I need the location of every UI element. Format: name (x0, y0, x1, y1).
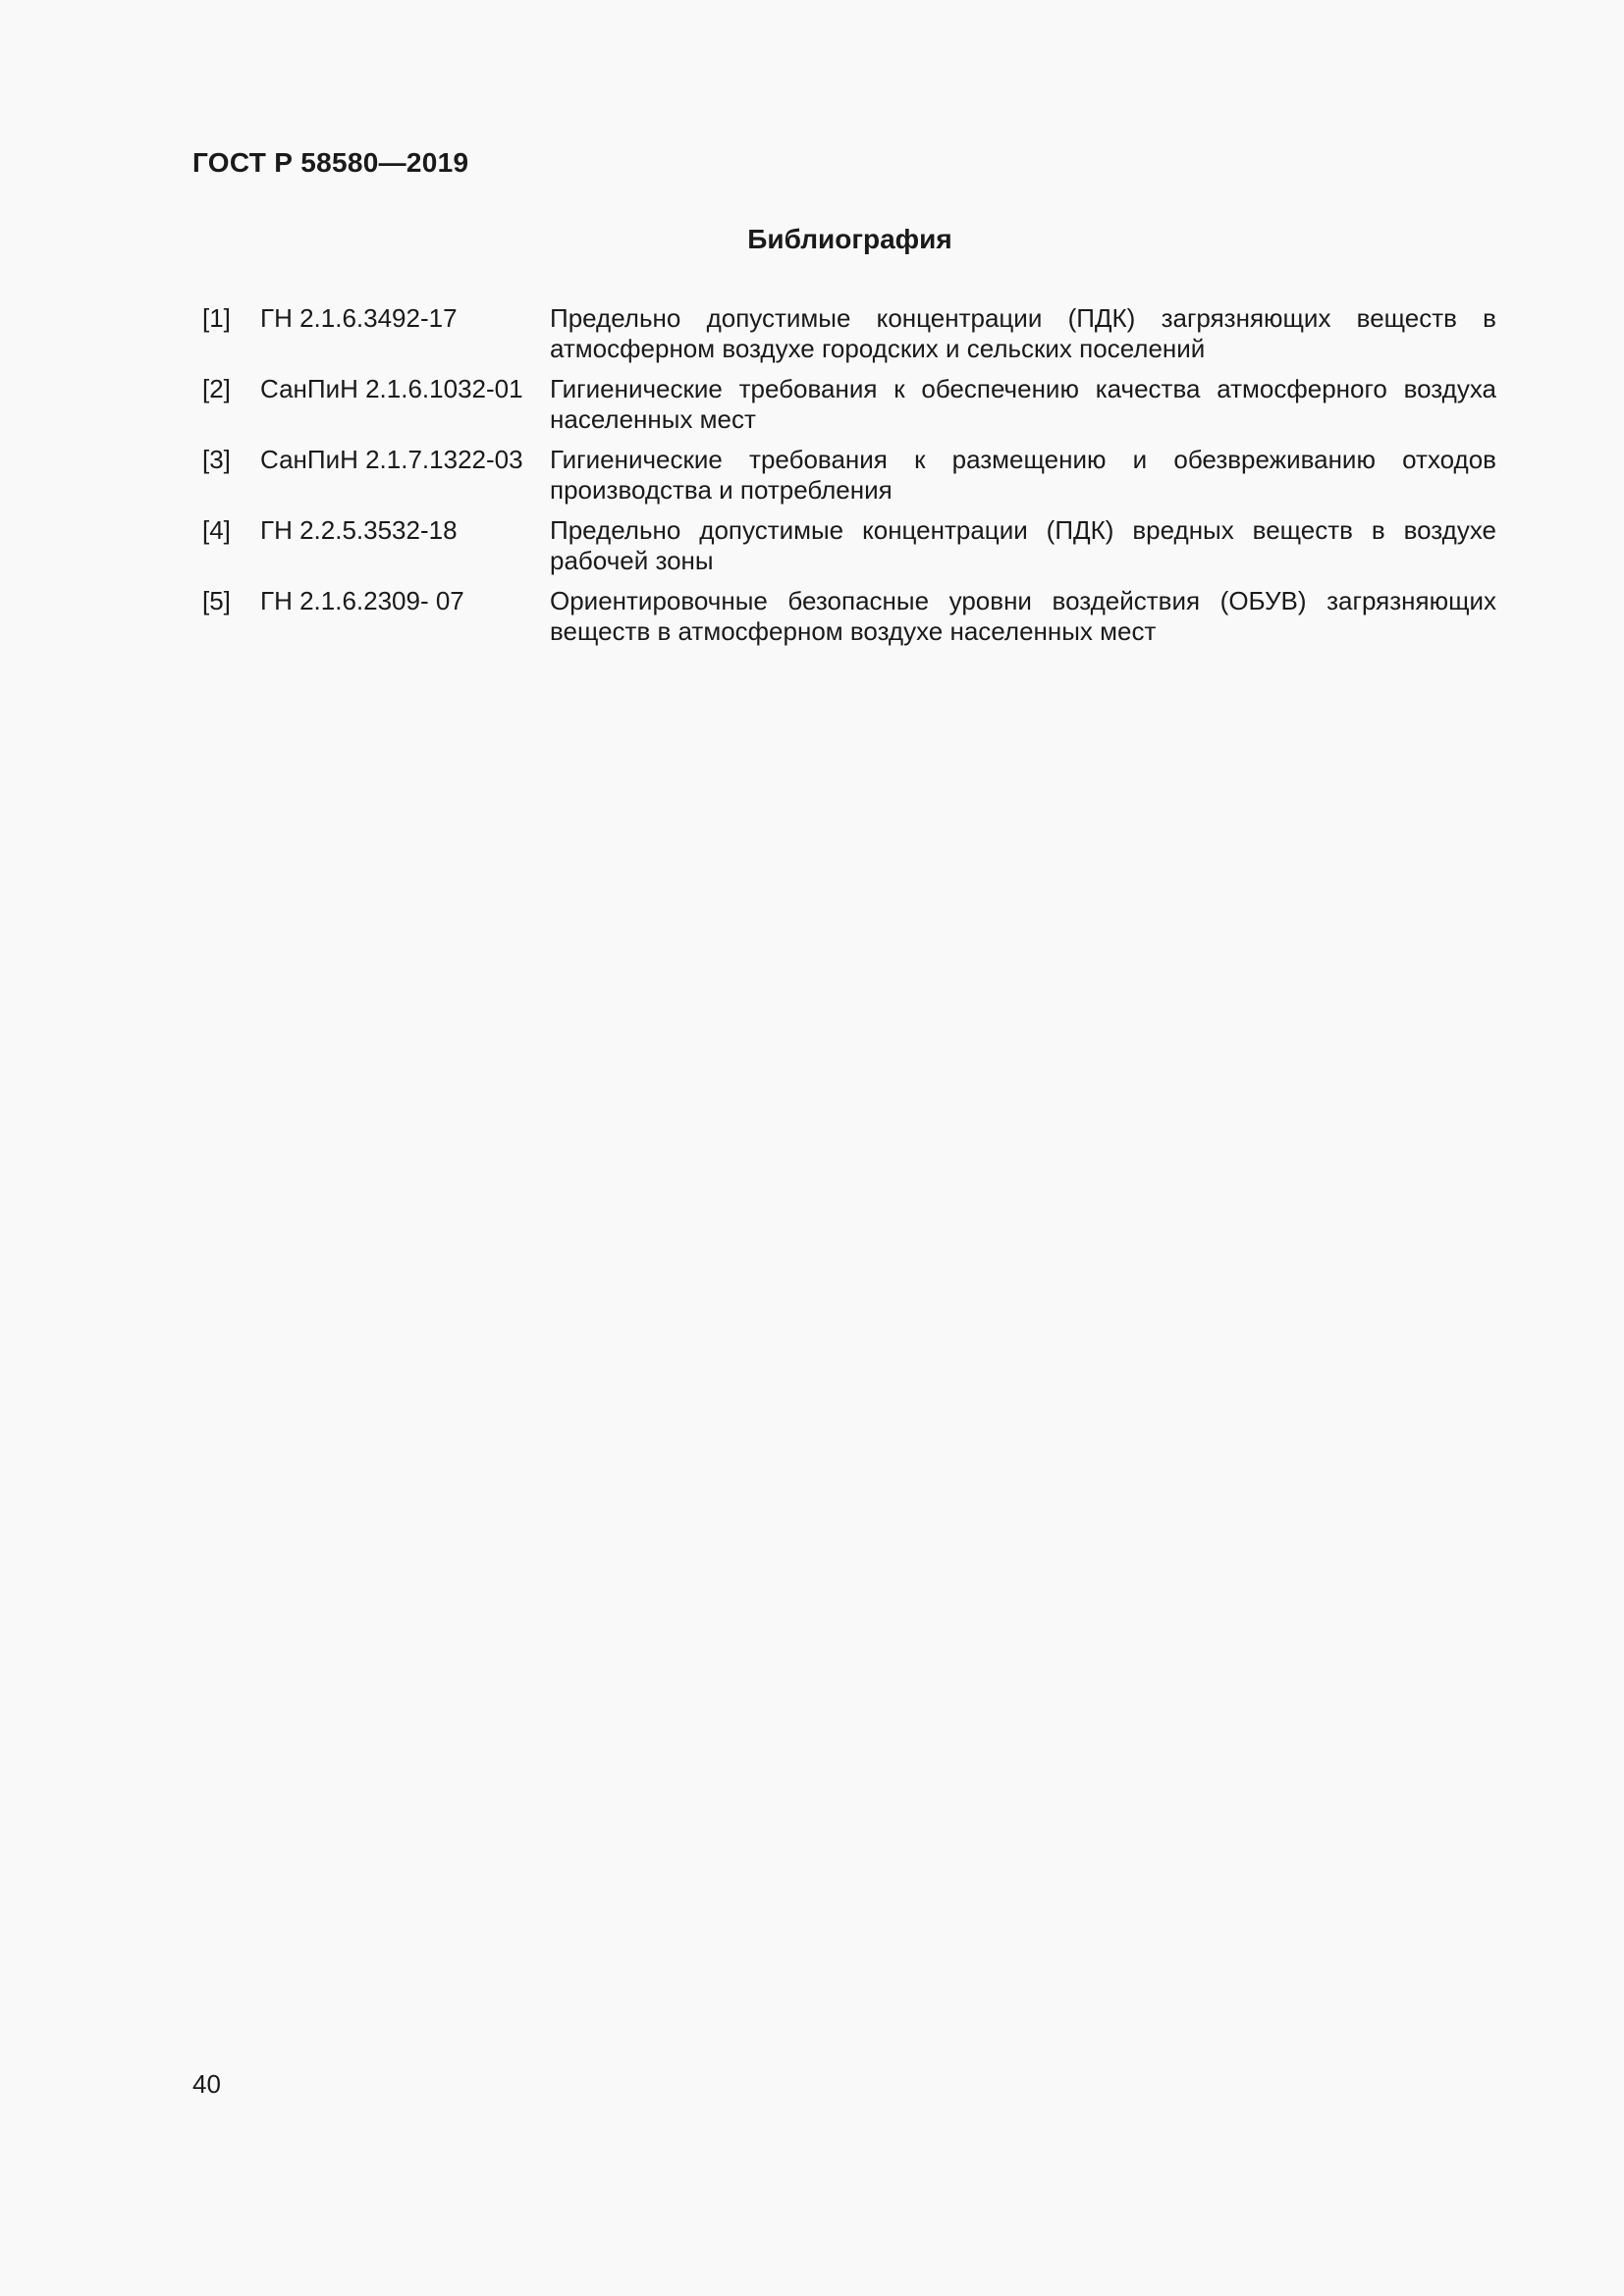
entry-number: [3] (202, 445, 231, 474)
bibliography-list (192, 303, 1496, 657)
entry-document-title: Гигиенические требования к размещению и обезвреживанию отходов производства и потребления (550, 445, 1496, 505)
entry-document-code: ГН 2.2.5.3532-18 (260, 515, 458, 545)
entry-document-title: Предельно допустимые концентрации (ПДК) загрязняющих веществ в атмосферном воздухе городских и сельских поселений (550, 303, 1496, 363)
entry-document-title: Ориентировочные безопасные уровни воздействия (ОБУВ) загрязняющих веществ в атмосферном воздухе населенных мест (550, 586, 1496, 646)
entry-number: [1] (202, 303, 231, 333)
entry-document-code: ГН 2.1.6.3492-17 (260, 303, 458, 333)
entry-number: [5] (202, 586, 231, 615)
bibliography-entry-3 (192, 445, 1496, 506)
page-number: 40 (192, 2069, 221, 2099)
entry-document-code: СанПиН 2.1.7.1322-03 (260, 445, 523, 474)
entry-document-title: Гигиенические требования к обеспечению качества атмосферного воздуха населенных мест (550, 374, 1496, 434)
bibliography-entry-4 (192, 515, 1496, 576)
bibliography-entry-5 (192, 586, 1496, 647)
document-designation: ГОСТ Р 58580—2019 (192, 147, 469, 178)
entry-document-code: СанПиН 2.1.6.1032-01 (260, 374, 523, 403)
entry-document-title: Предельно допустимые концентрации (ПДК) вредных веществ в воздухе рабочей зоны (550, 515, 1496, 575)
entry-number: [2] (202, 374, 231, 403)
bibliography-entry-2 (192, 374, 1496, 435)
entry-document-code: ГН 2.1.6.2309- 07 (260, 586, 464, 615)
section-title: Библиография (747, 224, 952, 254)
entry-number: [4] (202, 515, 231, 545)
bibliography-entry-1 (192, 303, 1496, 364)
